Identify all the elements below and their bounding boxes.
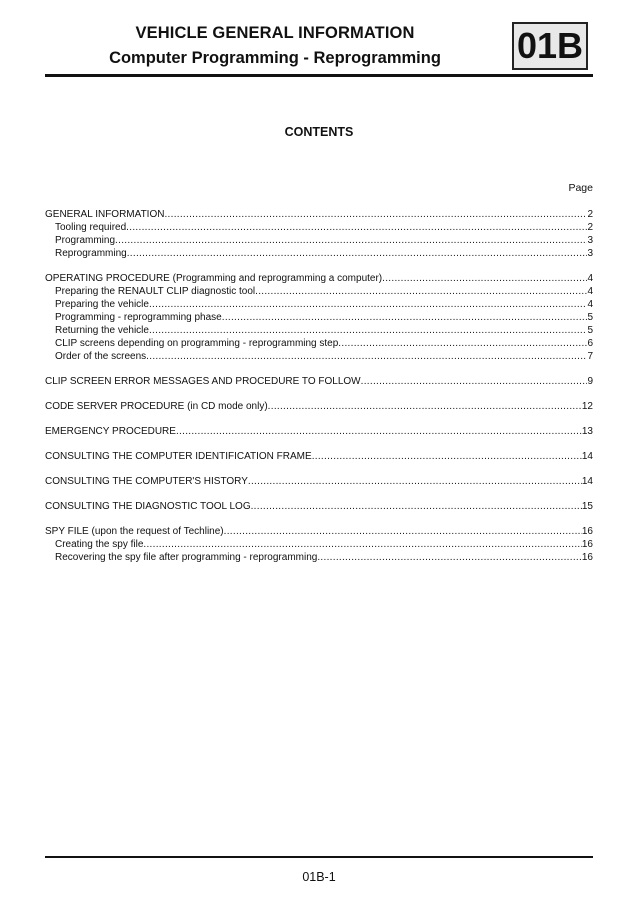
toc-page-number: 4 [587, 299, 593, 310]
section-code-badge: 01B [512, 22, 588, 70]
toc-page-number: 6 [587, 338, 593, 349]
toc-entry-title: GENERAL INFORMATION [45, 209, 165, 220]
toc-entry[interactable] [45, 425, 593, 438]
toc-page-number: 7 [587, 351, 593, 362]
toc-section [45, 375, 593, 388]
dot-leader [146, 350, 587, 363]
toc-entry-title: Programming - reprogramming phase [55, 312, 222, 323]
page-column-label: Page [568, 182, 593, 194]
toc-section [45, 475, 593, 488]
toc-page-number: 2 [587, 222, 593, 233]
toc-entry-title: CONSULTING THE DIAGNOSTIC TOOL LOG [45, 501, 251, 512]
toc-entry[interactable] [45, 272, 593, 285]
dot-leader [338, 337, 587, 350]
header-divider [45, 74, 593, 77]
page-header [45, 0, 593, 78]
dot-leader [268, 400, 582, 413]
toc-page-number: 12 [581, 401, 593, 412]
footer-divider [45, 856, 593, 858]
dot-leader [126, 221, 587, 234]
dot-leader [176, 425, 582, 438]
toc-page-number: 16 [581, 526, 593, 537]
dot-leader [143, 538, 581, 551]
toc-entry-title: Tooling required [55, 222, 127, 233]
toc-entry-title: OPERATING PROCEDURE (Programming and reprogramming a computer) [45, 273, 383, 284]
dot-leader [164, 208, 587, 221]
toc-subentry[interactable] [45, 311, 593, 324]
document-subtitle: Computer Programming - Reprogramming [109, 49, 441, 67]
dot-leader [222, 311, 588, 324]
toc-section [45, 525, 593, 564]
toc-section [45, 208, 593, 260]
toc-entry[interactable] [45, 208, 593, 221]
toc-entry-title: CODE SERVER PROCEDURE (in CD mode only) [45, 401, 268, 412]
toc-entry[interactable] [45, 475, 593, 488]
toc-subentry[interactable] [45, 221, 593, 234]
toc-section [45, 450, 593, 463]
toc-page-number: 14 [581, 476, 593, 487]
dot-leader [149, 324, 587, 337]
toc-section [45, 272, 593, 363]
toc-page-number: 16 [581, 552, 593, 563]
toc-section [45, 400, 593, 413]
dot-leader [382, 272, 587, 285]
toc-page-number: 15 [581, 501, 593, 512]
toc-entry-title: Creating the spy file [55, 539, 144, 550]
dot-leader [127, 247, 588, 260]
toc-entry[interactable] [45, 450, 593, 463]
toc-page-number: 13 [581, 426, 593, 437]
toc-page-number: 4 [587, 273, 593, 284]
toc-subentry[interactable] [45, 285, 593, 298]
toc-page-number: 3 [587, 248, 593, 259]
toc-entry-title: CONSULTING THE COMPUTER'S HISTORY [45, 476, 248, 487]
page-number: 01B-1 [302, 870, 336, 884]
dot-leader [317, 551, 582, 564]
toc-entry[interactable] [45, 500, 593, 513]
toc-entry-title: Order of the screens [55, 351, 147, 362]
toc-section [45, 425, 593, 438]
dot-leader [361, 375, 588, 388]
toc-entry-title: Reprogramming [55, 248, 127, 259]
toc-page-number: 2 [587, 209, 593, 220]
toc-entry-title: Programming [55, 235, 116, 246]
toc-page-number: 5 [587, 312, 593, 323]
toc-entry-title: EMERGENCY PROCEDURE [45, 426, 176, 437]
toc-subentry[interactable] [45, 234, 593, 247]
toc-entry-title: CONSULTING THE COMPUTER IDENTIFICATION FRAME [45, 451, 312, 462]
toc-entry-title: Returning the vehicle [55, 325, 149, 336]
toc-subentry[interactable] [45, 538, 593, 551]
toc-entry-title: CLIP screens depending on programming - reprogramming step [55, 338, 339, 349]
toc-page-number: 9 [587, 376, 593, 387]
toc-entry-title: Preparing the RENAULT CLIP diagnostic tool [55, 286, 256, 297]
toc-page-number: 3 [587, 235, 593, 246]
toc-entry[interactable] [45, 400, 593, 413]
dot-leader [224, 525, 582, 538]
toc-entry-title: Recovering the spy file after programming - reprogramming [55, 552, 318, 563]
toc-subentry[interactable] [45, 350, 593, 363]
dot-leader [248, 475, 582, 488]
toc-subentry[interactable] [45, 247, 593, 260]
dot-leader [115, 234, 587, 247]
dot-leader [312, 450, 582, 463]
toc-section [45, 500, 593, 513]
dot-leader [255, 285, 587, 298]
toc-page-number: 4 [587, 286, 593, 297]
dot-leader [251, 500, 582, 513]
toc-subentry[interactable] [45, 337, 593, 350]
toc-page-number: 5 [587, 325, 593, 336]
toc-entry-title: SPY FILE (upon the request of Techline) [45, 526, 224, 537]
toc-entry[interactable] [45, 525, 593, 538]
toc-entry[interactable] [45, 375, 593, 388]
toc-subentry[interactable] [45, 551, 593, 564]
dot-leader [149, 298, 587, 311]
contents-heading: CONTENTS [284, 125, 354, 139]
table-of-contents [45, 208, 593, 576]
toc-subentry[interactable] [45, 324, 593, 337]
toc-entry-title: Preparing the vehicle [55, 299, 149, 310]
document-title: VEHICLE GENERAL INFORMATION [135, 24, 415, 42]
toc-page-number: 16 [581, 539, 593, 550]
toc-entry-title: CLIP SCREEN ERROR MESSAGES AND PROCEDURE TO FOLLOW [45, 376, 361, 387]
toc-subentry[interactable] [45, 298, 593, 311]
toc-page-number: 14 [581, 451, 593, 462]
